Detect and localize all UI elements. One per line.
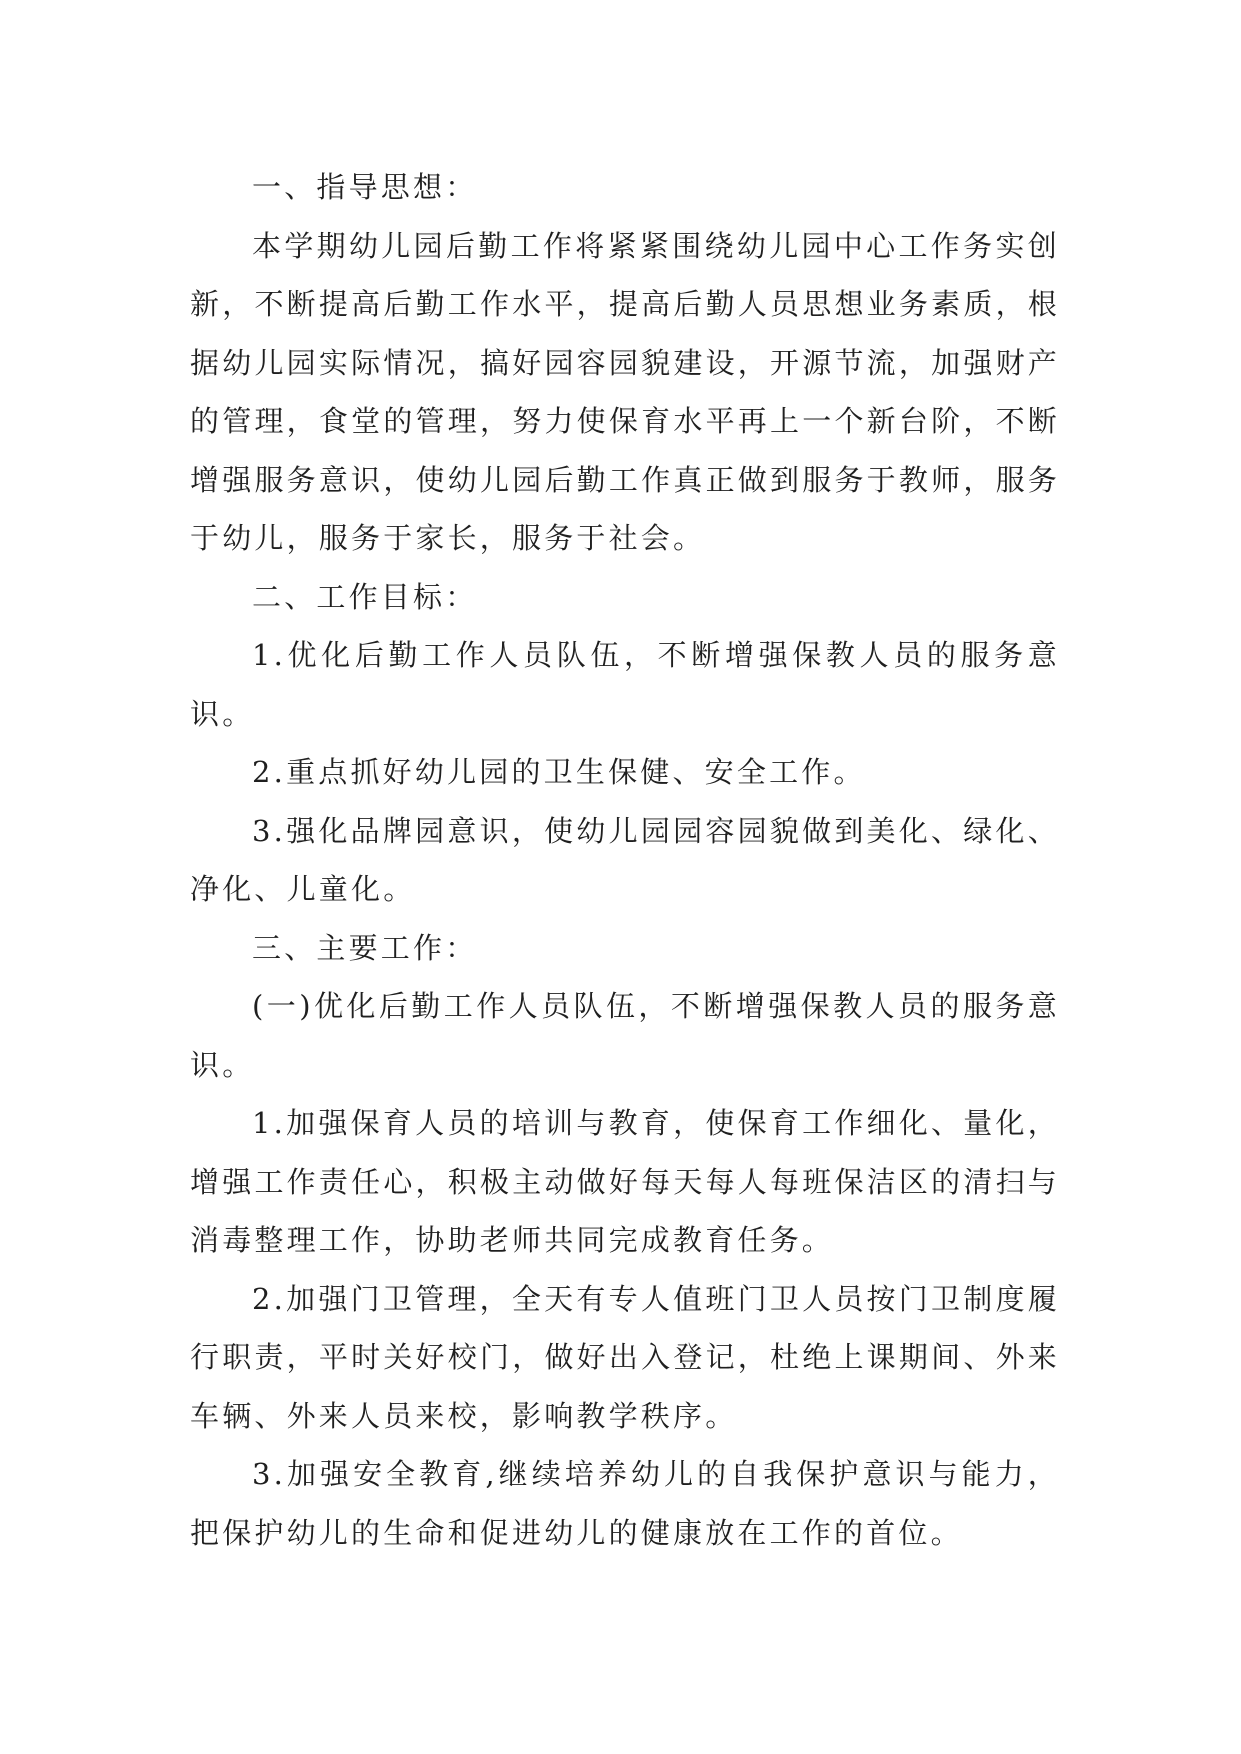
work-item-3: 3.加强安全教育,继续培养幼儿的自我保护意识与能力，把保护幼儿的生命和促进幼儿的健康放在工作的首位。 — [190, 1457, 1060, 1550]
subsection-heading-1: (一)优化后勤工作人员队伍，不断增强保教人员的服务意识。 — [190, 989, 1060, 1082]
work-item-1: 1.加强保育人员的培训与教育，使保育工作细化、量化，增强工作责任心，积极主动做好每天每人每班保洁区的清扫与消毒整理工作，协助老师共同完成教育任务。 — [190, 1106, 1060, 1257]
goal-item-3: 3.强化品牌园意识，使幼儿园园容园貌做到美化、绿化、净化、儿童化。 — [190, 813, 1060, 906]
section-heading-guiding-thought: 一、指导思想： — [252, 170, 478, 204]
goal-item-2: 2.重点抓好幼儿园的卫生保健、安全工作。 — [252, 755, 866, 789]
paragraph-guiding-thought: 本学期幼儿园后勤工作将紧紧围绕幼儿园中心工作务实创新，不断提高后勤工作水平，提高后勤人员思想业务素质，根据幼儿园实际情况，搞好园容园貌建设，开源节流，加强财产的管理，食堂的管理，努力使保育水平再上一个新台阶，不断增强服务意识，使幼儿园后勤工作真正做到服务于教师，服务于幼儿，服务于家长，服务于社会。 — [190, 228, 1060, 555]
goal-item-1: 1.优化后勤工作人员队伍，不断增强保教人员的服务意识。 — [190, 638, 1060, 731]
section-heading-main-work: 三、主要工作： — [252, 930, 478, 965]
section-heading-work-goals: 二、工作目标： — [252, 579, 478, 614]
document-body — [190, 158, 1060, 1562]
work-item-2: 2.加强门卫管理，全天有专人值班门卫人员按门卫制度履行职责，平时关好校门，做好出入登记，杜绝上课期间、外来车辆、外来人员来校，影响教学秩序。 — [190, 1281, 1060, 1433]
